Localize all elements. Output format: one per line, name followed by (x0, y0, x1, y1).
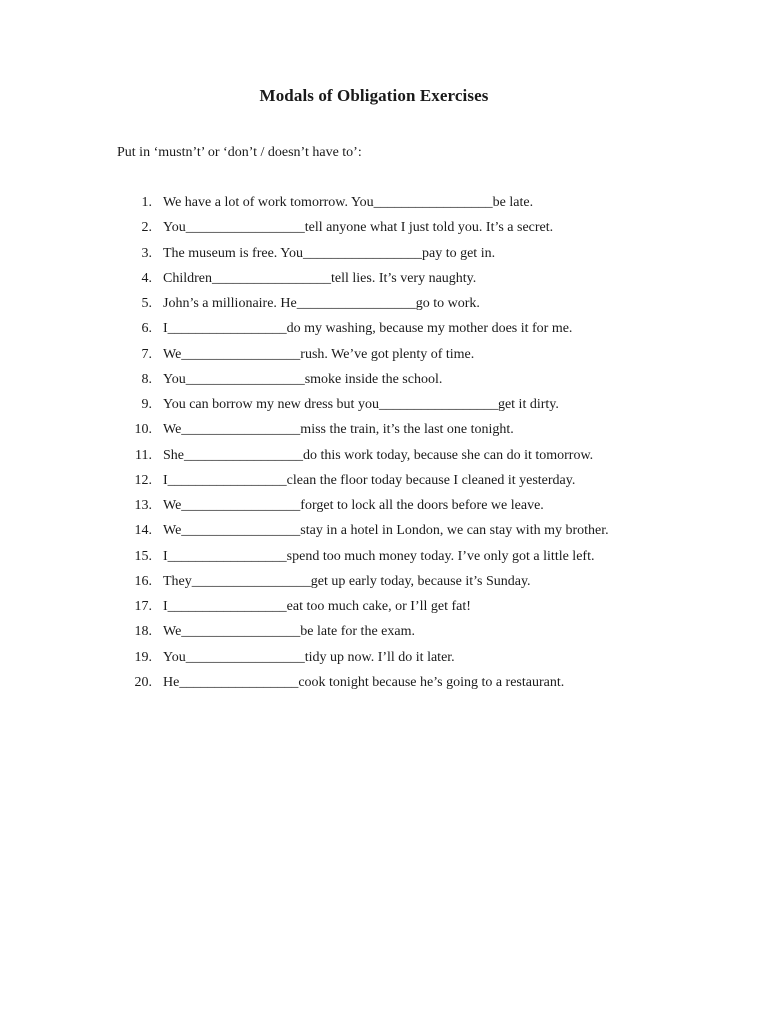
exercise-sentence: We_________________stay in a hotel in London, we can stay with my brother. (163, 523, 609, 539)
exercise-item (0, 547, 768, 572)
exercise-sentence: She_________________do this work today, because she can do it tomorrow. (163, 447, 594, 463)
exercise-item (0, 622, 768, 647)
exercise-number: 19. (134, 649, 152, 665)
exercise-number: 12. (134, 472, 152, 488)
exercise-sentence: You_________________smoke inside the school. (163, 371, 443, 387)
exercise-sentence: You can borrow my new dress but you_________________get it dirty. (163, 397, 559, 412)
exercise-item (0, 420, 768, 445)
exercise-instruction: Put in ‘mustn’t’ or ‘don’t / doesn’t have to’: (117, 145, 362, 160)
exercise-sentence: They_________________get up early today, because it’s Sunday. (163, 573, 531, 589)
exercise-item (0, 193, 768, 218)
exercise-list (0, 193, 768, 698)
exercise-item (0, 269, 768, 294)
exercise-item (0, 572, 768, 597)
exercise-number: 9. (141, 397, 152, 412)
exercise-item (0, 597, 768, 622)
exercise-number: 10. (134, 422, 152, 438)
exercise-sentence: I_________________spend too much money today. I’ve only got a little left. (163, 548, 595, 564)
exercise-number: 2. (141, 220, 152, 236)
exercise-item (0, 521, 768, 546)
exercise-item (0, 244, 768, 269)
exercise-item (0, 648, 768, 673)
exercise-sentence: I_________________do my washing, because my mother does it for me. (163, 321, 573, 337)
exercise-number: 14. (134, 523, 152, 539)
exercise-number: 17. (134, 599, 152, 614)
exercise-sentence: John’s a millionaire. He_________________go to work. (163, 296, 480, 311)
exercise-sentence: We have a lot of work tomorrow. You_________________be late. (163, 195, 534, 210)
exercise-number: 18. (134, 624, 152, 640)
exercise-item (0, 471, 768, 496)
exercise-number: 13. (134, 498, 152, 513)
exercise-item (0, 294, 768, 319)
exercise-number: 4. (141, 270, 152, 286)
exercise-number: 6. (141, 321, 152, 337)
exercise-sentence: You_________________tell anyone what I just told you. It’s a secret. (163, 220, 554, 236)
exercise-sentence: You_________________tidy up now. I’ll do it later. (163, 649, 455, 665)
exercise-number: 16. (134, 573, 152, 589)
exercise-number: 20. (134, 674, 152, 690)
exercise-sentence: We_________________be late for the exam. (163, 624, 415, 640)
exercise-item (0, 218, 768, 243)
exercise-sentence: Children_________________tell lies. It’s very naughty. (163, 270, 477, 286)
exercise-item (0, 370, 768, 395)
exercise-number: 8. (141, 371, 152, 387)
exercise-sentence: I_________________clean the floor today because I cleaned it yesterday. (163, 472, 576, 488)
exercise-item (0, 496, 768, 521)
exercise-number: 1. (141, 195, 152, 210)
exercise-sentence: We_________________rush. We’ve got plenty of time. (163, 346, 475, 362)
exercise-number: 5. (141, 296, 152, 311)
exercise-sentence: We_________________miss the train, it’s the last one tonight. (163, 422, 514, 438)
exercise-item (0, 395, 768, 420)
exercise-sentence: We_________________forget to lock all the doors before we leave. (163, 498, 544, 513)
exercise-number: 11. (135, 447, 152, 463)
exercise-item (0, 673, 768, 698)
exercise-number: 7. (141, 346, 152, 362)
exercise-item (0, 345, 768, 370)
exercise-sentence: The museum is free. You_________________pay to get in. (163, 245, 496, 261)
exercise-number: 15. (134, 548, 152, 564)
exercise-sentence: I_________________eat too much cake, or I’ll get fat! (163, 599, 471, 614)
exercise-sentence: He_________________cook tonight because he’s going to a restaurant. (163, 674, 565, 690)
exercise-item (0, 319, 768, 344)
exercise-number: 3. (141, 245, 152, 261)
page-title: Modals of Obligation Exercises (259, 86, 489, 105)
exercise-item (0, 446, 768, 471)
